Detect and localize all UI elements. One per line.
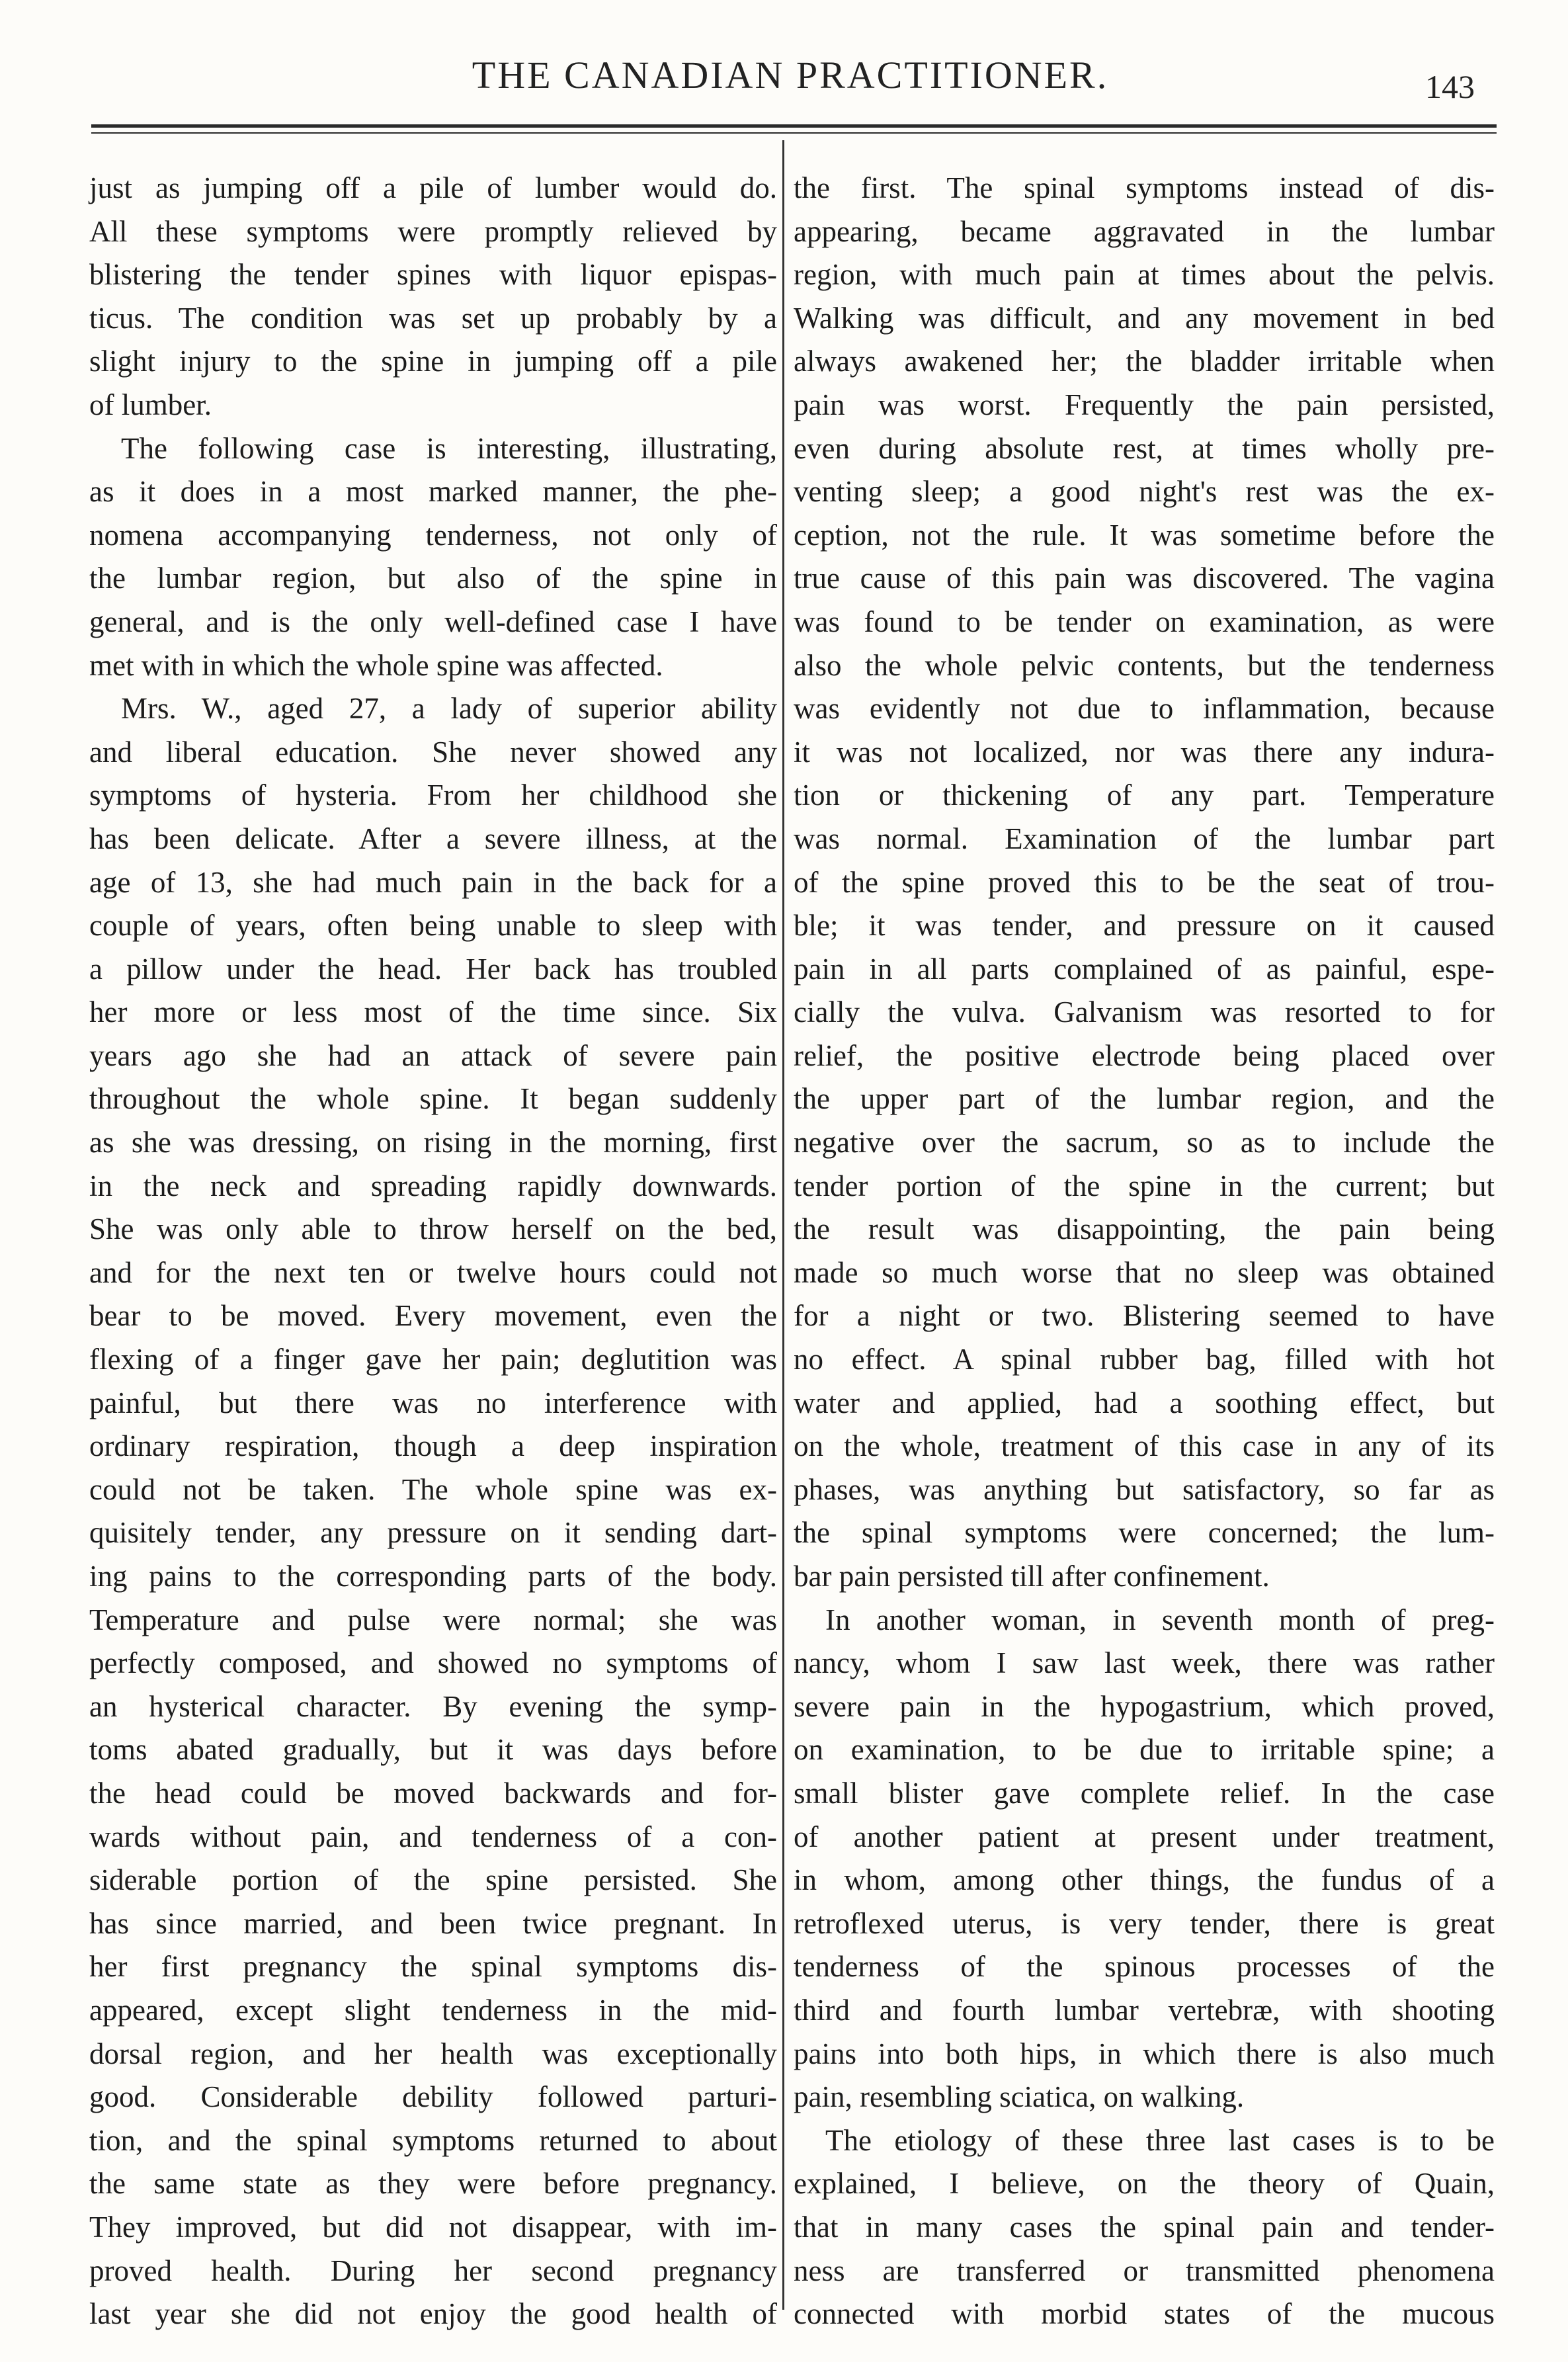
- running-head: [86, 53, 1495, 106]
- text-line: ticus. The condition was set up probably by a: [89, 301, 777, 335]
- text-line: connected with morbid states of the mucous: [794, 2297, 1495, 2331]
- text-line: good. Considerable debility followed parturi-: [89, 2080, 777, 2114]
- text-line: couple of years, often being unable to sleep with: [89, 909, 777, 943]
- text-line: ness are transferred or transmitted phenomena: [794, 2254, 1495, 2287]
- text-line: as she was dressing, on rising in the morning, first: [89, 1126, 777, 1160]
- text-line: nomena accompanying tenderness, not only of: [89, 518, 777, 552]
- text-line: She was only able to throw herself on the bed,: [89, 1212, 777, 1246]
- text-line: siderable portion of the spine persisted. She: [89, 1863, 777, 1897]
- text-line: small blister gave complete relief. In the case: [794, 1776, 1495, 1810]
- text-line: no effect. A spinal rubber bag, filled with hot: [794, 1343, 1495, 1376]
- text-line: was normal. Examination of the lumbar part: [794, 822, 1495, 855]
- text-line: symptoms of hysteria. From her childhood she: [89, 779, 777, 812]
- text-line: All these symptoms were promptly relieved by: [89, 214, 777, 248]
- text-line: bar pain persisted till after confinement.: [794, 1560, 1270, 1593]
- text-line: wards without pain, and tenderness of a con-: [89, 1820, 777, 1853]
- text-line: ble; it was tender, and pressure on it caused: [794, 909, 1495, 943]
- text-line: appeared, except slight tenderness in the mid-: [89, 1993, 777, 2027]
- text-line: on examination, to be due to irritable spine; a: [794, 1733, 1495, 1767]
- text-line: always awakened her; the bladder irritable when: [794, 345, 1495, 378]
- text-line: ing pains to the corresponding parts of the body.: [89, 1560, 777, 1593]
- text-line: slight injury to the spine in jumping off a pile: [89, 345, 777, 378]
- text-line: phases, was anything but satisfactory, so far as: [794, 1472, 1495, 1506]
- text-line: in whom, among other things, the fundus of a: [794, 1863, 1495, 1897]
- text-line: was found to be tender on examination, as were: [794, 605, 1495, 638]
- page-number: 143: [1425, 68, 1475, 105]
- text-line: met with in which the whole spine was affected.: [89, 648, 663, 682]
- text-line: tender portion of the spine in the current; but: [794, 1169, 1495, 1202]
- text-line: age of 13, she had much pain in the back for a: [89, 865, 777, 899]
- text-line: severe pain in the hypogastrium, which proved,: [794, 1689, 1495, 1723]
- text-line: in the neck and spreading rapidly downwards.: [89, 1169, 777, 1202]
- text-line: of the spine proved this to be the seat of trou-: [794, 865, 1495, 899]
- text-line: Temperature and pulse were normal; she was: [89, 1603, 777, 1636]
- text-line: quisitely tender, any pressure on it sending dart-: [89, 1516, 777, 1550]
- text-line: In another woman, in seventh month of preg-: [825, 1603, 1495, 1636]
- left-column: [89, 167, 777, 2336]
- text-line: an hysterical character. By evening the symp-: [89, 1689, 777, 1723]
- text-line: as it does in a most marked manner, the phe-: [89, 475, 777, 509]
- text-line: the first. The spinal symptoms instead of dis-: [794, 171, 1495, 204]
- text-line: the same state as they were before pregnancy.: [89, 2167, 777, 2201]
- text-line: on the whole, treatment of this case in any of its: [794, 1429, 1495, 1463]
- text-line: negative over the sacrum, so as to include the: [794, 1126, 1495, 1160]
- text-line: cially the vulva. Galvanism was resorted to for: [794, 995, 1495, 1029]
- text-line: The etiology of these three last cases is to be: [825, 2123, 1495, 2157]
- text-line: true cause of this pain was discovered. The vagina: [794, 562, 1495, 595]
- text-line: dorsal region, and her health was exceptionally: [89, 2037, 777, 2070]
- text-line: perfectly composed, and showed no symptoms of: [89, 1646, 777, 1680]
- text-line: retroflexed uterus, is very tender, there is great: [794, 1906, 1495, 1940]
- text-line: the upper part of the lumbar region, and the: [794, 1082, 1495, 1116]
- text-line: her first pregnancy the spinal symptoms dis-: [89, 1950, 777, 1984]
- text-line: also the whole pelvic contents, but the tenderness: [794, 648, 1495, 682]
- text-line: last year she did not enjoy the good health of: [89, 2297, 777, 2331]
- text-line: of lumber.: [89, 388, 212, 421]
- right-column: [794, 167, 1495, 2336]
- text-line: They improved, but did not disappear, with im-: [89, 2210, 777, 2244]
- text-line: flexing of a finger gave her pain; deglutition was: [89, 1343, 777, 1376]
- text-line: was evidently not due to inflammation, because: [794, 692, 1495, 726]
- text-line: blistering the tender spines with liquor epispas-: [89, 258, 777, 292]
- text-line: could not be taken. The whole spine was ex-: [89, 1472, 777, 1506]
- text-line: of another patient at present under treatment,: [794, 1820, 1495, 1853]
- text-line: Mrs. W., aged 27, a lady of superior ability: [121, 692, 777, 726]
- text-line: pain in all parts complained of as painful, espe-: [794, 952, 1495, 986]
- text-line: painful, but there was no interference with: [89, 1386, 777, 1419]
- text-line: Walking was difficult, and any movement in bed: [794, 301, 1495, 335]
- text-line: proved health. During her second pregnancy: [89, 2254, 777, 2287]
- text-line: venting sleep; a good night's rest was the ex-: [794, 475, 1495, 509]
- text-line: just as jumping off a pile of lumber would do.: [89, 171, 777, 204]
- text-line: tenderness of the spinous processes of the: [794, 1950, 1495, 1984]
- text-line: throughout the whole spine. It began suddenly: [89, 1082, 777, 1116]
- header-rule-thick: [91, 124, 1497, 128]
- text-line: tion, and the spinal symptoms returned to about: [89, 2123, 777, 2157]
- text-line: relief, the positive electrode being placed over: [794, 1038, 1495, 1072]
- text-line: region, with much pain at times about the pelvis.: [794, 258, 1495, 292]
- text-line: tion or thickening of any part. Temperature: [794, 779, 1495, 812]
- column-divider: [782, 140, 784, 2310]
- text-line: pain, resembling sciatica, on walking.: [794, 2080, 1245, 2114]
- text-line: years ago she had an attack of severe pain: [89, 1038, 777, 1072]
- text-line: third and fourth lumbar vertebræ, with shooting: [794, 1993, 1495, 2027]
- text-line: ception, not the rule. It was sometime before the: [794, 518, 1495, 552]
- text-line: and for the next ten or twelve hours could not: [89, 1255, 777, 1289]
- text-line: bear to be moved. Every movement, even the: [89, 1299, 777, 1333]
- text-line: for a night or two. Blistering seemed to have: [794, 1299, 1495, 1333]
- header-rule-thin: [91, 132, 1497, 134]
- text-line: nancy, whom I saw last week, there was rather: [794, 1646, 1495, 1680]
- text-line: the result was disappointing, the pain being: [794, 1212, 1495, 1246]
- text-line: a pillow under the head. Her back has troubled: [89, 952, 777, 986]
- text-line: explained, I believe, on the theory of Quain,: [794, 2167, 1495, 2201]
- text-line: her more or less most of the time since. Six: [89, 995, 777, 1029]
- text-line: The following case is interesting, illustrating,: [121, 431, 777, 465]
- text-line: the spinal symptoms were concerned; the lum-: [794, 1516, 1495, 1550]
- text-line: made so much worse that no sleep was obtained: [794, 1255, 1495, 1289]
- text-line: pains into both hips, in which there is also much: [794, 2037, 1495, 2070]
- text-line: has been delicate. After a severe illness, at the: [89, 822, 777, 855]
- text-line: toms abated gradually, but it was days before: [89, 1733, 777, 1767]
- text-line: the lumbar region, but also of the spine in: [89, 562, 777, 595]
- text-line: it was not localized, nor was there any indura-: [794, 735, 1495, 769]
- text-line: water and applied, had a soothing effect, but: [794, 1386, 1495, 1419]
- journal-title: THE CANADIAN PRACTITIONER.: [472, 54, 1109, 97]
- text-line: appearing, became aggravated in the lumbar: [794, 214, 1495, 248]
- text-line: the head could be moved backwards and for-: [89, 1776, 777, 1810]
- text-line: even during absolute rest, at times wholly pre-: [794, 431, 1495, 465]
- text-line: general, and is the only well-defined case I have: [89, 605, 777, 638]
- text-line: has since married, and been twice pregnant. In: [89, 1906, 777, 1940]
- text-line: that in many cases the spinal pain and tender-: [794, 2210, 1495, 2244]
- text-line: and liberal education. She never showed any: [89, 735, 777, 769]
- text-line: pain was worst. Frequently the pain persisted,: [794, 388, 1495, 421]
- text-line: ordinary respiration, though a deep inspiration: [89, 1429, 777, 1463]
